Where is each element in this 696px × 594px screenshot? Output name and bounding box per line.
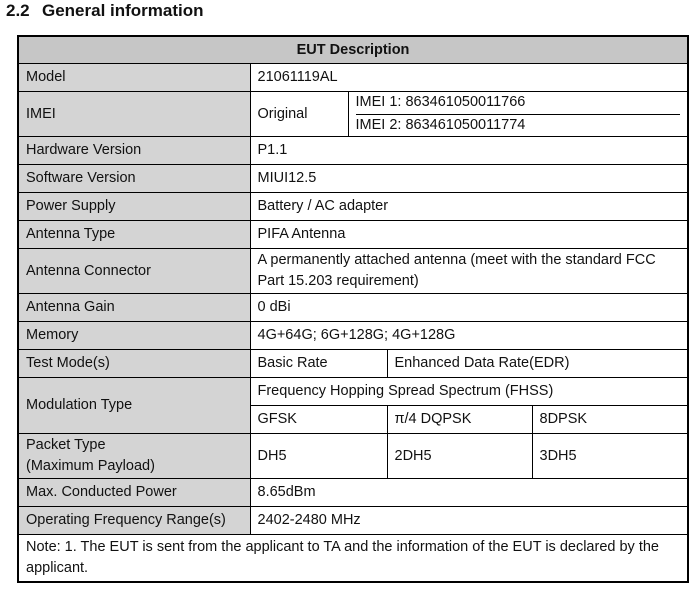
- modulation-8dpsk: 8DPSK: [532, 406, 688, 434]
- row-label: Operating Frequency Range(s): [18, 507, 250, 535]
- row-value: MIUI12.5: [250, 165, 688, 193]
- table-row-freq-range: [18, 507, 688, 535]
- packet-label-line2: (Maximum Payload): [26, 458, 155, 474]
- row-label: Modulation Type: [18, 378, 250, 434]
- row-value: 0 dBi: [250, 294, 688, 322]
- modulation-dqpsk: π/4 DQPSK: [387, 406, 532, 434]
- table-row-max-power: [18, 479, 688, 507]
- modulation-gfsk: GFSK: [250, 406, 387, 434]
- row-value: 8.65dBm: [250, 479, 688, 507]
- row-label: Antenna Connector: [18, 249, 250, 294]
- table-row-hardware: [18, 137, 688, 165]
- packet-2dh5: 2DH5: [387, 434, 532, 479]
- table-row-memory: [18, 322, 688, 350]
- table-row-packet: [18, 434, 688, 479]
- row-label: [18, 434, 250, 479]
- row-label: Max. Conducted Power: [18, 479, 250, 507]
- section-title: General information: [42, 1, 204, 20]
- imei-2: IMEI 2: 863461050011774: [355, 117, 526, 133]
- table-note: Note: 1. The EUT is sent from the applicant to TA and the information of the EUT is declared by the applicant.: [18, 535, 688, 583]
- section-heading: [6, 0, 204, 24]
- packet-dh5: DH5: [250, 434, 387, 479]
- section-number: 2.2: [6, 1, 30, 20]
- row-value: Battery / AC adapter: [250, 193, 688, 221]
- table-row-antenna-connector: [18, 249, 688, 294]
- row-value: P1.1: [250, 137, 688, 165]
- table-row-note: [18, 535, 688, 583]
- row-value: A permanently attached antenna (meet with the standard FCC Part 15.203 requirement): [250, 249, 688, 294]
- row-label: Model: [18, 64, 250, 92]
- table-row-power: [18, 193, 688, 221]
- table-row-antenna-gain: [18, 294, 688, 322]
- imei-type: Original: [250, 92, 348, 137]
- packet-label-line1: Packet Type: [26, 437, 106, 453]
- row-label: Hardware Version: [18, 137, 250, 165]
- row-value: 21061119AL: [250, 64, 688, 92]
- test-mode-basic: Basic Rate: [250, 350, 387, 378]
- row-label: Software Version: [18, 165, 250, 193]
- table-row-modulation: [18, 378, 688, 406]
- table-row-antenna-type: [18, 221, 688, 249]
- row-label: IMEI: [18, 92, 250, 137]
- row-value: 4G+64G; 6G+128G; 4G+128G: [250, 322, 688, 350]
- table-row-test-modes: [18, 350, 688, 378]
- table-header-row: [18, 36, 688, 64]
- table-row-software: [18, 165, 688, 193]
- row-label: Antenna Type: [18, 221, 250, 249]
- eut-description-table: [17, 35, 689, 583]
- row-label: Memory: [18, 322, 250, 350]
- table-row-model: [18, 64, 688, 92]
- modulation-spread: Frequency Hopping Spread Spectrum (FHSS): [250, 378, 688, 406]
- row-label: Test Mode(s): [18, 350, 250, 378]
- test-mode-edr: Enhanced Data Rate(EDR): [387, 350, 688, 378]
- imei-numbers: [348, 92, 688, 137]
- row-value: 2402-2480 MHz: [250, 507, 688, 535]
- table-row-imei: [18, 92, 688, 137]
- table-header: EUT Description: [18, 36, 688, 64]
- row-value: PIFA Antenna: [250, 221, 688, 249]
- row-label: Antenna Gain: [18, 294, 250, 322]
- packet-3dh5: 3DH5: [532, 434, 688, 479]
- imei-1: IMEI 1: 863461050011766: [356, 92, 681, 115]
- row-label: Power Supply: [18, 193, 250, 221]
